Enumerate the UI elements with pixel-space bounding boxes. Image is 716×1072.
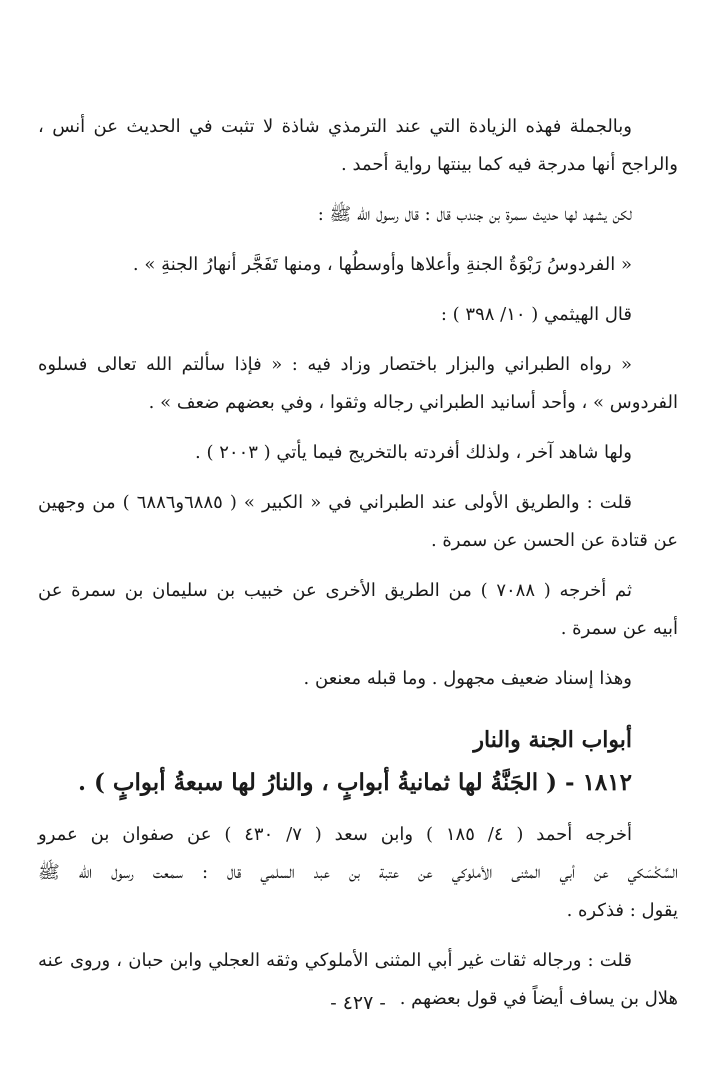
section-heading: أبواب الجنة والنار bbox=[473, 727, 632, 753]
text-line: والراجح أنها مدرجة فيه كما بينتها رواية أحمد . bbox=[341, 154, 678, 175]
text-line: « رواه الطبراني والبزار باختصار وزاد فيه : « فإذا سألتم الله تعالى فسلوه bbox=[38, 354, 632, 375]
text-line: عن قتادة عن الحسن عن سمرة . bbox=[430, 530, 678, 551]
text-line: السَّكْسَكي عن أبي المثنى الأملوكي عن عتبة بن عبد السلمي قال : سمعت رسول الله ﷺ bbox=[38, 862, 678, 883]
paragraph-first-route bbox=[38, 484, 678, 560]
text-line: أخرجه أحمد ( ٤/ ١٨٥ ) وابن سعد ( ٧/ ٤٣٠ ) عن صفوان بن عمرو bbox=[38, 824, 632, 845]
text-line: لكن يشهد لها حديث سمرة بن جندب قال : قال رسول الله ﷺ : bbox=[317, 204, 632, 225]
text-line: أبيه عن سمرة . bbox=[560, 618, 678, 639]
page-number: - ٤٢٧ - bbox=[330, 992, 386, 1014]
paragraph-firdaws-hadith bbox=[38, 246, 678, 284]
text-line: يقول : فذكره . bbox=[566, 900, 678, 921]
text-line: قلت : ورجاله ثقات غير أبي المثنى الأملوكي وثقه العجلي وابن حبان ، وروى عنه bbox=[38, 950, 632, 971]
paragraph-other-witness bbox=[38, 434, 678, 472]
paragraph-weak-chain bbox=[38, 660, 678, 698]
paragraph-haythami-ref bbox=[38, 296, 678, 334]
page-body bbox=[38, 108, 678, 1030]
hadith-title: ١٨١٢ - ( الجَنَّةُ لها ثمانيةُ أبوابٍ ، والنارُ لها سبعةُ أبوابٍ ) . bbox=[77, 769, 632, 796]
paragraph-summary-anas bbox=[38, 108, 678, 184]
text-line: وهذا إسناد ضعيف مجهول . وما قبله معنعن . bbox=[303, 668, 632, 689]
text-line: قلت : والطريق الأولى عند الطبراني في « الكبير » ( ٦٨٨٥و٦٨٨٦ ) من وجهين bbox=[38, 492, 633, 513]
paragraph-takhrij bbox=[38, 816, 678, 930]
text-line: « الفردوسُ رَبْوَةُ الجنةِ وأعلاها وأوسطُها ، ومنها تَفَجَّر أنهارُ الجنةِ » . bbox=[132, 254, 632, 275]
paragraph-samura-witness bbox=[38, 196, 678, 234]
text-line: الفردوس » ، وأحد أسانيد الطبراني رجاله وثقوا ، وفي بعضهم ضعف » . bbox=[148, 392, 678, 413]
text-line: ثم أخرجه ( ٧٠٨٨ ) من الطريق الأخرى عن خبيب بن سليمان بن سمرة عن bbox=[38, 580, 632, 601]
paragraph-haythami-quote bbox=[38, 346, 678, 422]
paragraph-second-route bbox=[38, 572, 678, 648]
text-line: ولها شاهد آخر ، ولذلك أفردته بالتخريج فيما يأتي ( ٢٠٠٣ ) . bbox=[195, 442, 632, 463]
text-line: وبالجملة فهذه الزيادة التي عند الترمذي شاذة لا تثبت في الحديث عن أنس ، bbox=[38, 116, 632, 137]
text-line: قال الهيثمي ( ١٠/ ٣٩٨ ) : bbox=[440, 304, 632, 325]
text-line: هلال بن يساف أيضاً في قول بعضهم . bbox=[399, 988, 678, 1009]
